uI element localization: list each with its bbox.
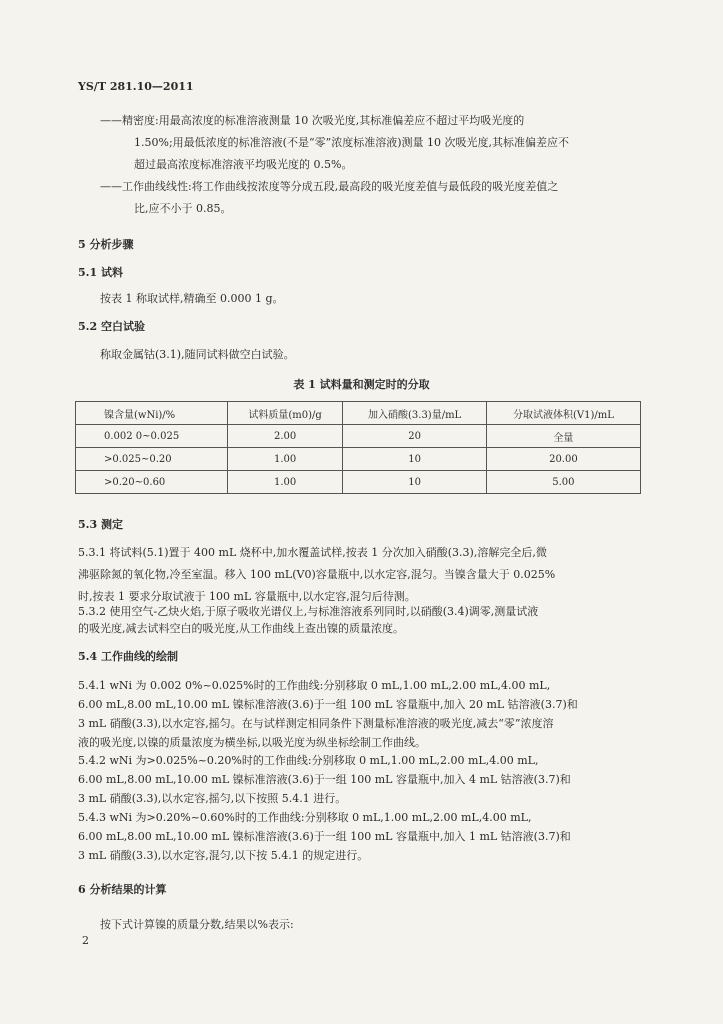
table-row (76, 448, 641, 471)
table-row (76, 425, 641, 448)
section-5-3-2-line-2: 的吸光度,减去试料空白的吸光度,从工作曲线上查出镍的质量浓度。 (78, 622, 404, 635)
table-cell: 20 (343, 425, 486, 448)
table-cell: 全量 (486, 425, 640, 448)
table-1 (75, 401, 641, 494)
table-header-cell: 试料质量(m0)/g (227, 402, 343, 425)
section-5-heading: 5 分析步骤 (78, 238, 134, 251)
table-header-row (76, 402, 641, 425)
section-5-4-2-line-1: 5.4.2 wNi 为>0.025%~0.20%时的工作曲线:分别移取 0 mL,1.00 mL,2.00 mL,4.00 mL, (78, 754, 539, 767)
table-header-cell: 加入硝酸(3.3)量/mL (343, 402, 486, 425)
table-cell: 10 (343, 448, 486, 471)
section-5-3-1-line-1: 5.3.1 将试料(5.1)置于 400 mL 烧杯中,加水覆盖试样,按表 1 分次加入硝酸(3.3),溶解完全后,微 (78, 546, 547, 559)
table-cell: 1.00 (227, 471, 343, 494)
section-5-2-text: 称取金属钴(3.1),随同试料做空白试验。 (100, 348, 295, 361)
section-6-heading: 6 分析结果的计算 (78, 883, 167, 896)
table-header-cell: 分取试液体积(V1)/mL (486, 402, 640, 425)
section-5-4-1-line-3: 3 mL 硝酸(3.3),以水定容,摇匀。在与试样测定相同条件下测量标准溶液的吸光度,减去“零”浓度溶 (78, 717, 554, 730)
section-5-3-1-line-3: 时,按表 1 要求分取试液于 100 mL 容量瓶中,以水定容,混匀后待测。 (78, 590, 416, 603)
section-5-3-1-line-2: 沸驱除氮的氧化物,冷至室温。移入 100 mL(V0)容量瓶中,以水定容,混匀。当镍含量大于 0.025% (78, 568, 556, 581)
section-5-4-3-line-3: 3 mL 硝酸(3.3),以水定容,混匀,以下按 5.4.1 的规定进行。 (78, 849, 369, 862)
table-cell: 2.00 (227, 425, 343, 448)
precision-line-1: ——精密度:用最高浓度的标准溶液测量 10 次吸光度,其标准偏差应不超过平均吸光度的 (100, 114, 525, 127)
section-6-text: 按下式计算镍的质量分数,结果以%表示: (100, 918, 294, 931)
section-5-4-1-line-1: 5.4.1 wNi 为 0.002 0%~0.025%时的工作曲线:分别移取 0 mL,1.00 mL,2.00 mL,4.00 mL, (78, 679, 551, 692)
precision-line-2: 1.50%;用最低浓度的标准溶液(不是“零”浓度标准溶液)测量 10 次吸光度,其标准偏差应不 (134, 136, 569, 149)
section-5-3-heading: 5.3 测定 (78, 518, 123, 531)
section-5-4-2-line-2: 6.00 mL,8.00 mL,10.00 mL 镍标准溶液(3.6)于一组 100 mL 容量瓶中,加入 4 mL 钴溶液(3.7)和 (78, 773, 571, 786)
section-5-4-3-line-2: 6.00 mL,8.00 mL,10.00 mL 镍标准溶液(3.6)于一组 100 mL 容量瓶中,加入 1 mL 钴溶液(3.7)和 (78, 830, 571, 843)
table-header-cell: 镍含量(wNi)/% (76, 402, 228, 425)
table-cell: 0.002 0~0.025 (76, 425, 228, 448)
table-cell: 1.00 (227, 448, 343, 471)
section-5-1-text: 按表 1 称取试样,精确至 0.000 1 g。 (100, 292, 284, 305)
section-5-2-heading: 5.2 空白试验 (78, 320, 145, 333)
section-5-4-3-line-1: 5.4.3 wNi 为>0.20%~0.60%时的工作曲线:分别移取 0 mL,1.00 mL,2.00 mL,4.00 mL, (78, 811, 532, 824)
table-row (76, 471, 641, 494)
section-5-4-heading: 5.4 工作曲线的绘制 (78, 650, 178, 663)
table-cell: >0.025~0.20 (76, 448, 228, 471)
section-5-4-1-line-4: 液的吸光度,以镍的质量浓度为横坐标,以吸光度为纵坐标绘制工作曲线。 (78, 736, 426, 749)
table-cell: 10 (343, 471, 486, 494)
standard-id: YS/T 281.10—2011 (78, 80, 194, 93)
section-5-4-1-line-2: 6.00 mL,8.00 mL,10.00 mL 镍标准溶液(3.6)于一组 100 mL 容量瓶中,加入 20 mL 钴溶液(3.7)和 (78, 698, 578, 711)
linearity-line-1: ——工作曲线线性:将工作曲线按浓度等分成五段,最高段的吸光度差值与最低段的吸光度差值之 (100, 180, 559, 193)
table-1-caption: 表 1 试料量和测定时的分取 (293, 378, 430, 391)
section-5-1-heading: 5.1 试料 (78, 266, 123, 279)
table-cell: >0.20~0.60 (76, 471, 228, 494)
table-cell: 20.00 (486, 448, 640, 471)
page-number: 2 (82, 934, 89, 947)
section-5-4-2-line-3: 3 mL 硝酸(3.3),以水定容,摇匀,以下按照 5.4.1 进行。 (78, 792, 347, 805)
precision-line-3: 超过最高浓度标准溶液平均吸光度的 0.5%。 (134, 158, 353, 171)
section-5-3-2-line-1: 5.3.2 使用空气-乙炔火焰,于原子吸收光谱仪上,与标准溶液系列同时,以硝酸(3.4)调零,测量试液 (78, 605, 539, 618)
table-cell: 5.00 (486, 471, 640, 494)
linearity-line-2: 比,应不小于 0.85。 (134, 202, 232, 215)
